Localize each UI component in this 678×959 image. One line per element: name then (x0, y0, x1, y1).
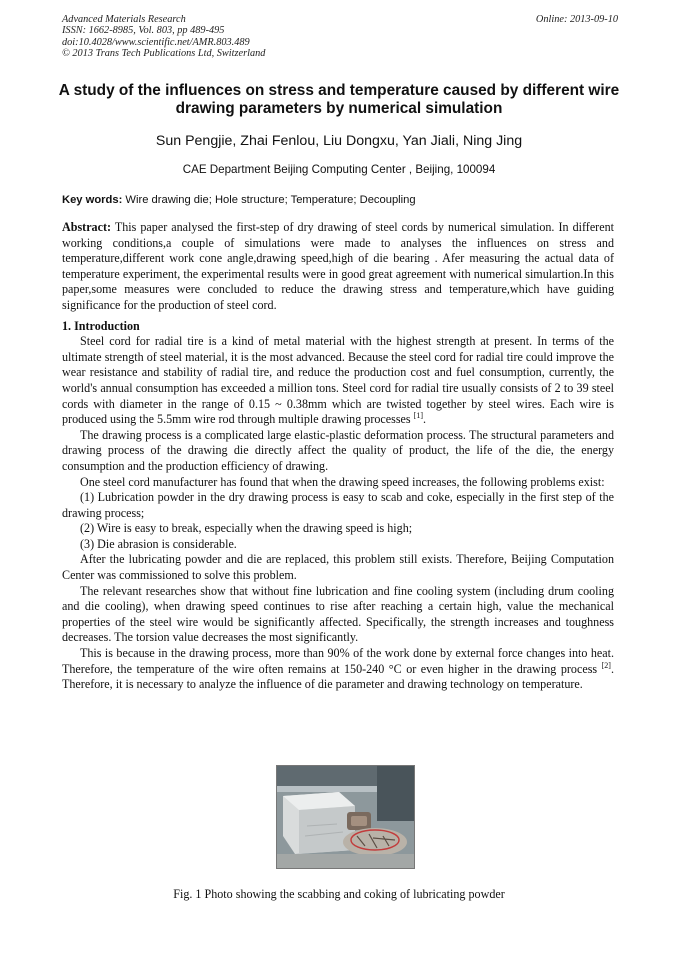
abstract-text: This paper analysed the first-step of dry drawing of steel cords by numerical simulation. In different working conditions,a couple of simulations were made to analyses the influences on stress and temperature,different work cone angle,drawing speed,high of die bearing . Afer measuring the actual data of temperature experiment, the experimental results were in good great agreement with numerical simulartion.In this paper,some measures were concluded to reduce the drawing stress and temperature,which have guiding significance for the production of steel cord. (62, 220, 614, 312)
section-heading: 1. Introduction (62, 318, 140, 333)
online-date: Online: 2013-09-10 (535, 14, 618, 25)
affiliation: CAE Department Beijing Computing Center , Beijing, 100094 (182, 163, 496, 176)
paragraph-5: The relevant researches show that without fine lubrication and fine cooling system (including drum cooling and die cooling), when drawing speed continues to rise after reaching a certain high, value the mechanical properties of the steel wire would be significantly affected. Specifically, the strength increases and toughness decreases. The torsion value decreases the most significantly. (62, 583, 614, 645)
doi-line[interactable]: doi:10.4028/www.scientific.net/AMR.803.489 (62, 36, 250, 48)
list-item-1: (1) Lubrication powder in the dry drawing process is easy to scab and coke, especially in the first step of the drawing process; (62, 490, 614, 520)
abstract-label: Abstract: (62, 220, 112, 234)
paragraph-1-end: . (423, 412, 427, 427)
paragraph-4: After the lubricating powder and die are replaced, this problem still exists. Therefore, Beijing Computation Center was commissioned to solve this problem. (62, 552, 614, 583)
issn-line: ISSN: 1662-8985, Vol. 803, pp 489-495 (62, 25, 225, 37)
keywords-label: Key words: (62, 194, 123, 206)
keywords (62, 193, 618, 207)
paragraph-6-text: This is because in the drawing process, more than 90% of the work done by external force changes into heat. Therefore, the temperature of the wire often remains at 150-240 °C or even higher in the drawing process (62, 646, 614, 676)
journal-header (62, 14, 618, 60)
paragraph-6 (62, 646, 614, 693)
paragraph-6-end: . Therefore, it is necessary to analyze the influence of die parameter and drawing technology on temperature. (62, 661, 614, 692)
list-item-2: (2) Wire is easy to break, especially when the drawing speed is high; (80, 521, 413, 536)
journal-name: Advanced Materials Research (62, 14, 186, 25)
abstract (62, 220, 614, 314)
citation-2[interactable]: [2] (601, 660, 611, 670)
paragraph-2: The drawing process is a complicated large elastic-plastic deformation process. The structural parameters and drawing process of the drawing die directly affect the quality of product, the life of the die, the energy consumption and the production efficiency of drawing. (62, 427, 614, 473)
figure-caption: Fig. 1 Photo showing the scabbing and coking of lubricating powder (173, 887, 505, 901)
paper-title: A study of the influences on stress and temperature caused by different wire drawing parameters by numerical simulation (58, 82, 620, 117)
paragraph-1-text: Steel cord for radial tire is a kind of metal material with the highest strength at present. In terms of the ultimate strength of steel material, it is the most advanced. Because the steel cord for radial tire could improve the wear resistance and stability of radial tire, and reduce the production cost and fuel consumption, currently, the world's annual consumption has exceeded a million tons. Steel cord for radial tire usually consists of 2 to 39 steel cords with diameter in the range of 0.15 ~ 0.38mm which are twisted together by steel wires. Each wire is produced using the 5.5mm wire rod through multiple drawing processes (62, 334, 614, 427)
list-item-3: (3) Die abrasion is considerable. (80, 536, 237, 551)
keywords-text: Wire drawing die; Hole structure; Temperature; Decoupling (125, 194, 416, 206)
copyright-line: © 2013 Trans Tech Publications Ltd, Switzerland (62, 48, 266, 60)
drawing-machine-photo (277, 766, 414, 868)
citation-1[interactable]: [1] (413, 411, 423, 421)
figure-photo (276, 765, 415, 869)
paper-body (62, 220, 614, 693)
author-list: Sun Pengjie, Zhai Fenlou, Liu Dongxu, Yan Jiali, Ning Jing (155, 133, 523, 149)
paragraph-1 (62, 334, 614, 428)
paragraph-3: One steel cord manufacturer has found that when the drawing speed increases, the following problems exist: (80, 474, 605, 489)
